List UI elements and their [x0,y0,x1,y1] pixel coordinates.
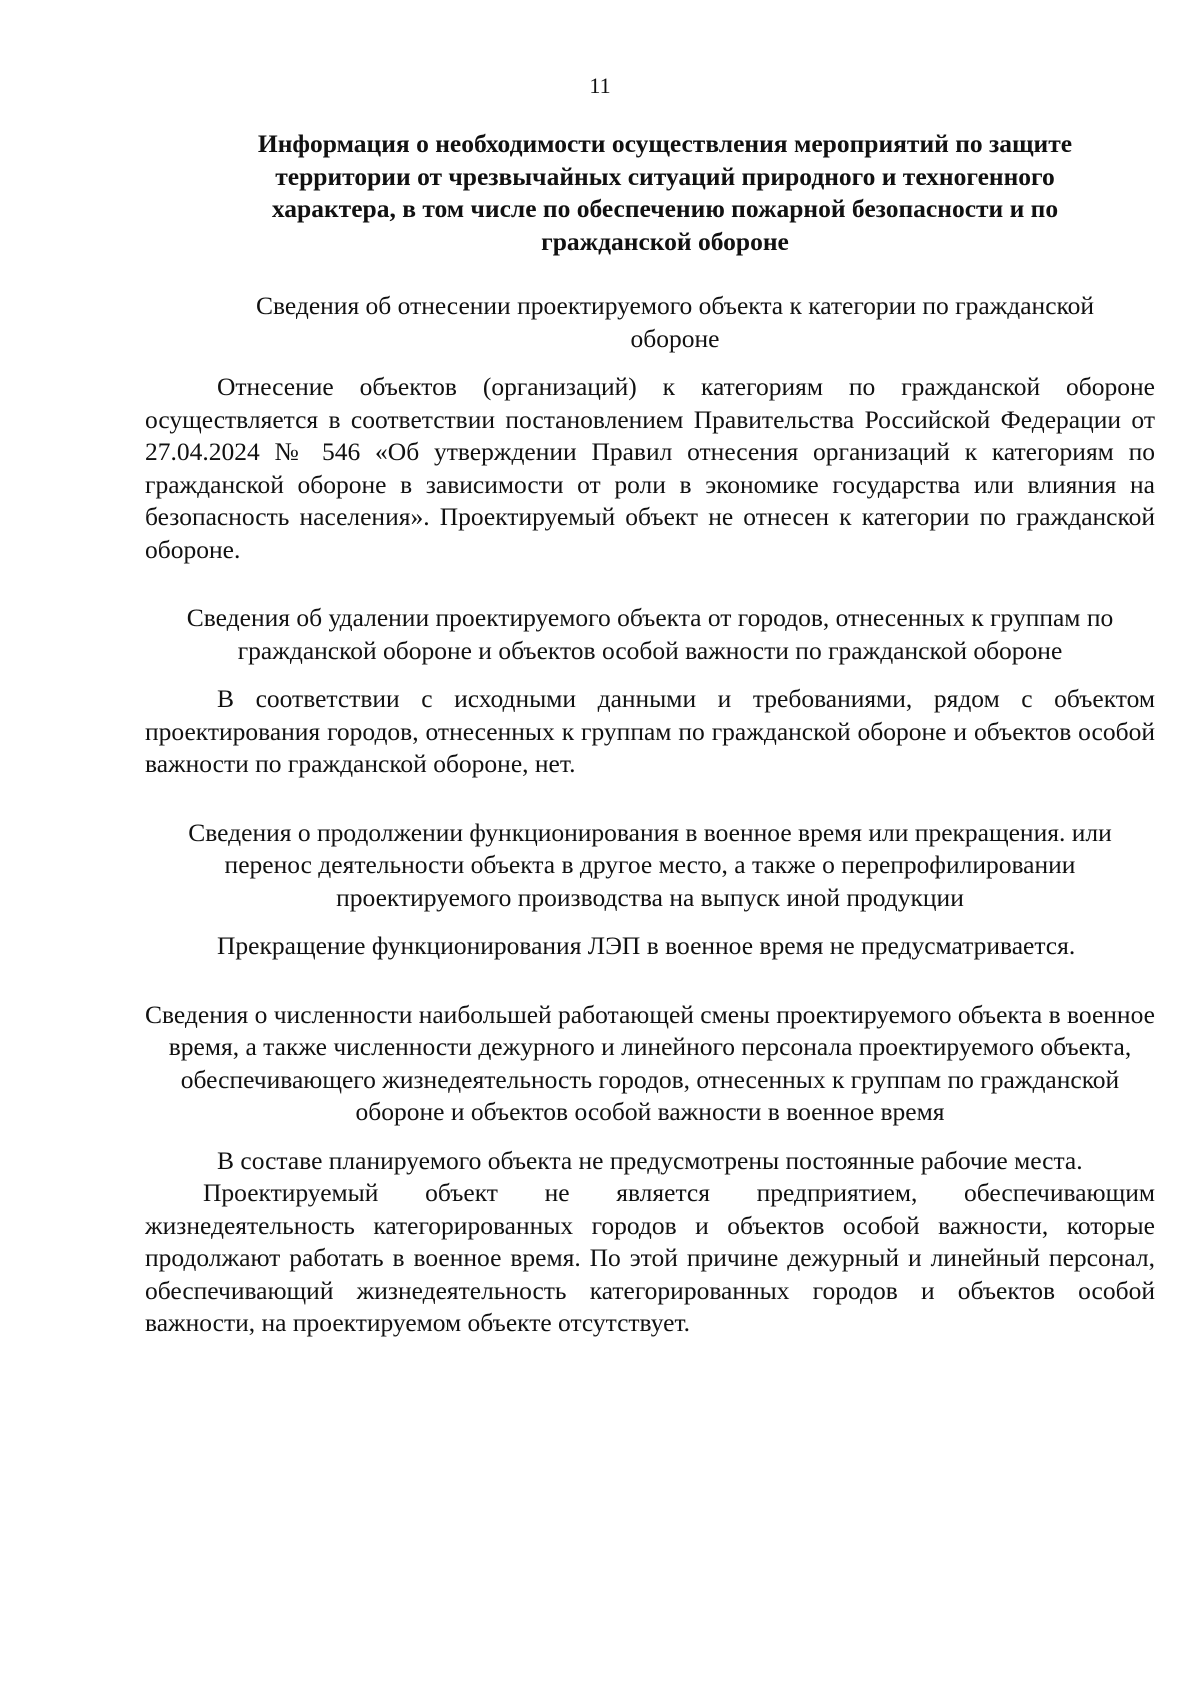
section-paragraph: Отнесение объектов (организаций) к категориям по гражданской обороне осуществляется в соответствии постановлением Правительства Российской Федерации от 27.04.2024 № 546 «Об утверждении Правил отнесения организаций к категориям по гражданской обороне в зависимости от роли в экономике государства или влияния на безопасность населения». Проектируемый объект не отнесен к категории по гражданской обороне. [145,372,1155,564]
section-heading: Сведения о численности наибольшей работающей смены проектируемого объекта в военное время, а также численности дежурного и линейного персонала проектируемого объекта, обеспечивающего жизнедеятельность городов, отнесенных к группам по гражданской обороне и объектов особой важности в военное время [145,999,1155,1126]
section-paragraph: В составе планируемого объекта не предусмотрены постоянные рабочие места. [217,1145,1083,1175]
section-paragraph: В соответствии с исходными данными и требованиями, рядом с объектом проектирования городов, отнесенных к группам по гражданской обороне и объектов особой важности по гражданской обороне, нет. [145,684,1155,778]
document-body [145,128,1155,1340]
section-heading: Сведения об отнесении проектируемого объекта к категории по гражданской обороне [255,291,1095,353]
section-wartime-operation [145,817,1155,963]
section-heading: Сведения о продолжении функционирования в военное время или прекращения. или перенос деятельности объекта в другое место, а также о перепрофилировании проектируемого производства на выпуск иной продукции [188,817,1112,912]
section-paragraph: Прекращение функционирования ЛЭП в военное время не предусматривается. [217,931,1076,960]
section-staff-numbers [145,999,1155,1340]
section-category [145,290,1155,566]
section-paragraph: Проектируемый объект не является предприятием, обеспечивающим жизнедеятельность категорированных городов и объектов особой важности, которые продолжают работать в военное время. По этой причине дежурный и линейный персонал, обеспечивающий жизнедеятельность категорированных городов и объектов особой важности, на проектируемом объекте отсутствует. [145,1178,1155,1337]
document-title: Информация о необходимости осуществления мероприятий по защите территории от чрезвычайных ситуаций природного и техногенного характера, в том числе по обеспечению пожарной безопасности и по гражданской обороне [257,129,1073,256]
section-heading: Сведения об удалении проектируемого объекта от городов, отнесенных к группам по гражданской обороне и объектов особой важности по гражданской обороне [186,603,1114,665]
page-number: 11 [589,73,611,98]
section-distance [145,602,1155,781]
